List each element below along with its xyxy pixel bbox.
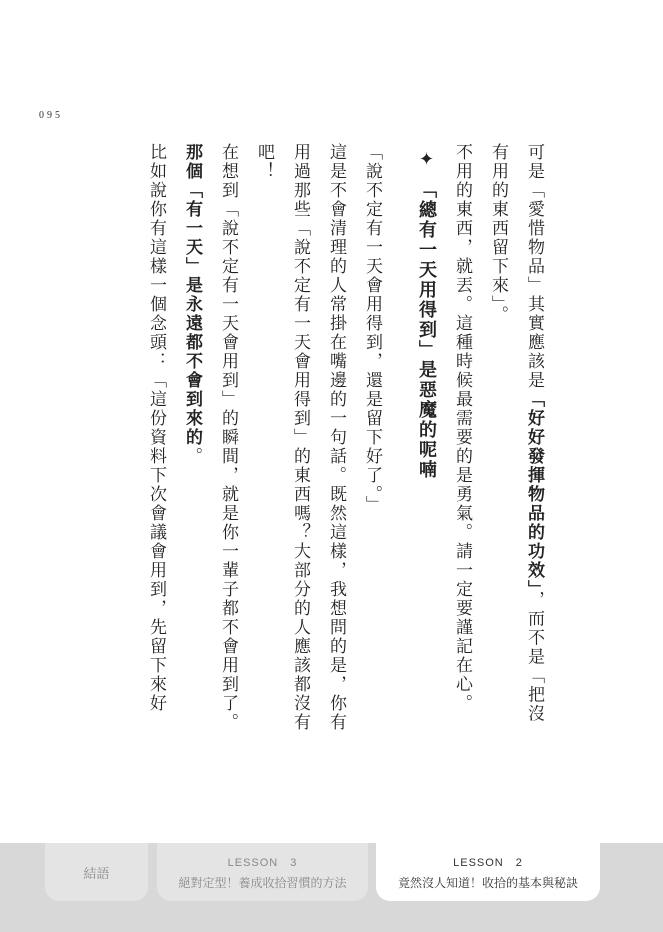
tab-lesson-title: 絕對定型！養成收拾習慣的方法 [178,875,347,890]
paragraph-text: 。 [182,447,202,466]
page-number: 095 [39,110,63,121]
emphasis-text: 「好好發揮物品的功效」 [524,390,544,591]
paragraph: 這是不會清理的人常掛在嘴邊的一句話。既然這樣，我想問的是，你有用過那些「說不定有一天會用得到」的東西嗎？大部分的人應該都沒有吧！ [254,143,346,732]
paragraph-text: ，而不是「把沒有用的東西留下來」。 [488,143,544,724]
paragraph: 比如說你有這樣一個念頭：「這份資料下次會議會用到，先留下來好 [146,143,166,713]
tab-lesson-3[interactable] [157,843,368,901]
paragraph [174,143,246,738]
paragraph [480,143,552,738]
tab-lesson-title: 竟然沒人知道！收拾的基本與秘訣 [397,875,578,890]
chapter-tab-bar [0,843,663,932]
paragraph-text: 可是「愛惜物品」其實應該是 [524,143,544,390]
tab-lesson-number: LESSON 3 [227,856,298,869]
paragraph-text: 在想到「說不定有一天會用到」的瞬間，就是你一輩子都不會用到了。 [218,143,238,732]
section-heading-text: 「總有一天用得到」是惡魔的呢喃 [416,180,437,480]
tab-label: 結語 [83,866,110,882]
star-icon: ✦ [416,149,437,172]
tab-lesson-number: LESSON 2 [453,856,523,869]
vertical-text-body [92,143,552,738]
section-heading [408,143,444,738]
tab-lesson-2[interactable] [376,843,600,901]
emphasis-text: 那個「有一天」是永遠都不會到來的 [182,143,202,447]
tab-conclusion[interactable] [45,843,148,901]
paragraph: 「說不定有一天會用得到，還是留下好了。」 [362,143,382,515]
paragraph: 不用的東西，就丟。這種時候最需要的是勇氣。請一定要謹記在心。 [452,143,472,713]
